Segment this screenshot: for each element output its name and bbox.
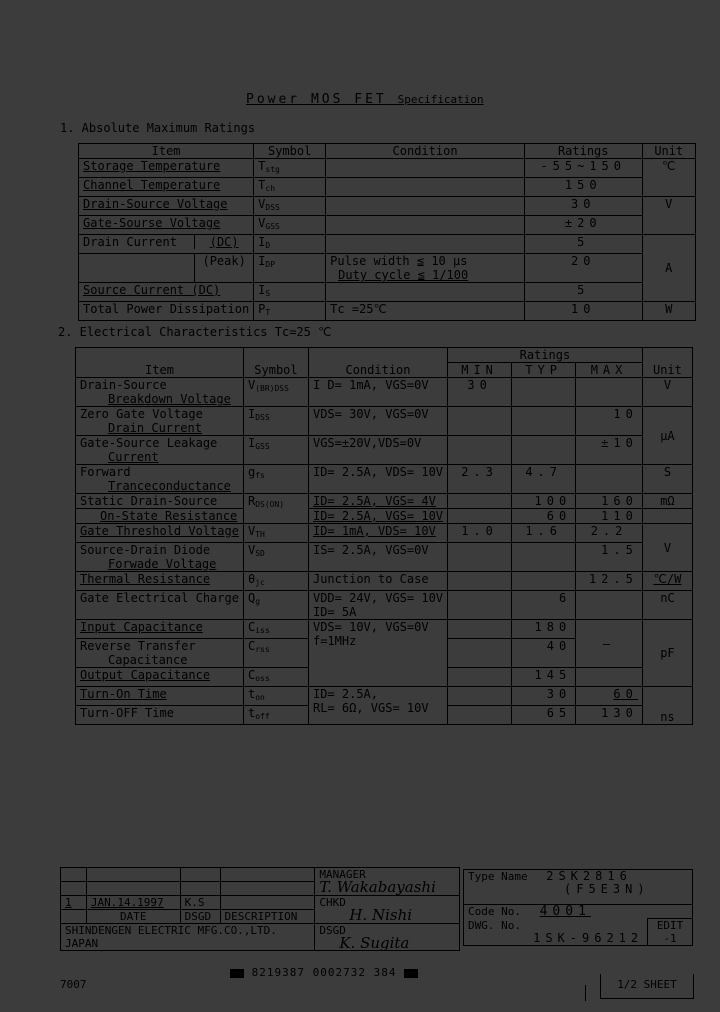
symbol: $V_{DSS}$ (254, 197, 326, 216)
typ (512, 572, 576, 591)
min (448, 543, 512, 572)
header-condition: Condition (308, 348, 447, 378)
max: 110 (576, 509, 643, 524)
item: Drain-Source Breakdown Voltage (76, 378, 244, 407)
typ (512, 436, 576, 465)
condition: ID= 2.5A, VGS= 10V (308, 509, 447, 524)
symbol: $C_{oss}$ (243, 668, 308, 687)
table-row (79, 283, 696, 302)
max: 60 (576, 687, 643, 706)
table-row (76, 572, 693, 591)
symbol: $V_{(BR)DSS}$ (243, 378, 308, 407)
min (448, 706, 512, 725)
unit: ℃ (642, 159, 695, 197)
symbol: $I_D$ (254, 235, 326, 254)
unit: A (642, 235, 695, 302)
rating: ±20 (524, 216, 642, 235)
unit: ℃/W (642, 572, 692, 591)
divider-mark (585, 985, 586, 1001)
min: 30 (448, 378, 512, 407)
unit (642, 509, 692, 524)
min (448, 591, 512, 620)
page-code: 7007 (60, 978, 87, 991)
header-unit: Unit (642, 348, 692, 378)
table-row (76, 591, 693, 620)
unit: V (642, 378, 692, 407)
condition (326, 235, 525, 254)
max: 2.2 (576, 524, 643, 543)
table-row (76, 687, 693, 706)
condition (326, 197, 525, 216)
barcode-block-icon (404, 969, 418, 978)
table-row (79, 178, 696, 197)
rev-dsgd: K.S (180, 896, 220, 910)
table-header (79, 144, 696, 159)
condition (326, 216, 525, 235)
item: Storage Temperature (79, 159, 254, 178)
condition: Tc =25℃ (326, 302, 525, 321)
max (576, 591, 643, 620)
rating: 10 (524, 302, 642, 321)
title-sub: Specification (397, 93, 484, 106)
revision-row (61, 896, 460, 910)
item: Source Current (DC) (79, 283, 254, 302)
typ: 145 (512, 668, 576, 687)
item: Static Drain-Source (76, 494, 244, 509)
symbol: $t_{on}$ (243, 687, 308, 706)
table-row (76, 407, 693, 436)
item: Turn-On Time (76, 687, 244, 706)
symbol: $V_{TH}$ (243, 524, 308, 543)
typ (512, 543, 576, 572)
company-cell: SHINDENGEN ELECTRIC MFG.CO.,LTD. JAPAN (61, 924, 315, 951)
symbol: $I_S$ (254, 283, 326, 302)
table-row (76, 509, 693, 524)
condition (326, 159, 525, 178)
condition: ID= 2.5A, RL= 6Ω, VGS= 10V (308, 687, 447, 725)
unit: mΩ (642, 494, 692, 509)
typ: 4.7 (512, 465, 576, 494)
typ: 60 (512, 509, 576, 524)
unit: W (642, 302, 695, 321)
condition: ID= 1mA, VDS= 10V (308, 524, 447, 543)
revision-block (60, 867, 460, 951)
unit: nC (642, 591, 692, 620)
max: 1.5 (576, 543, 643, 572)
header-ratings: Ratings (524, 144, 642, 159)
symbol: $I_{GSS}$ (243, 436, 308, 465)
rating: 30 (524, 197, 642, 216)
typ: 65 (512, 706, 576, 725)
max: 10 (576, 407, 643, 436)
table-row (79, 254, 696, 283)
unit: V (642, 524, 692, 572)
symbol: $\theta_{jc}$ (243, 572, 308, 591)
condition: IS= 2.5A, VGS=0V (308, 543, 447, 572)
typ (512, 407, 576, 436)
header-item: Item (76, 348, 244, 378)
min (448, 494, 512, 509)
header-max: MAX (576, 363, 643, 378)
section1-heading: 1. Absolute Maximum Ratings (60, 121, 256, 135)
unit: S (642, 465, 692, 494)
condition: VDS= 30V, VGS=0V (308, 407, 447, 436)
max (576, 378, 643, 407)
typ: 1.6 (512, 524, 576, 543)
max: ±10 (576, 436, 643, 465)
table-row (79, 216, 696, 235)
rev-number: 1 (61, 896, 87, 910)
code-cell: Code No. 4001 (464, 905, 693, 919)
header-item: Item (79, 144, 254, 159)
rating: 5 (524, 283, 642, 302)
condition: ID= 2.5A, VDS= 10V (308, 465, 447, 494)
barcode-strip (230, 966, 418, 979)
item: Forward Tranceconductance (76, 465, 244, 494)
max (576, 668, 643, 687)
typ: 100 (512, 494, 576, 509)
table-row (79, 302, 696, 321)
sheet-label: 1/2 SHEET (600, 974, 694, 999)
min (448, 407, 512, 436)
header-min: MIN (448, 363, 512, 378)
header-condition: Condition (326, 144, 525, 159)
item: Gate-Sourse Voltage (79, 216, 254, 235)
item: Channel Temperature (79, 178, 254, 197)
table-row (76, 465, 693, 494)
table-row (76, 494, 693, 509)
col-dsgd: DSGD (180, 910, 220, 924)
condition: I D= 1mA, VGS=0V (308, 378, 447, 407)
symbol: $T_{stg}$ (254, 159, 326, 178)
typ: 180 (512, 620, 576, 639)
document-title (246, 92, 484, 107)
condition (326, 178, 525, 197)
symbol: $Q_g$ (243, 591, 308, 620)
section2-heading: 2. Electrical Characteristics Tc=25 ℃ (58, 325, 332, 339)
symbol: $V_{GSS}$ (254, 216, 326, 235)
dsgd-cell: DSGD K. Sugita (315, 924, 460, 951)
max (576, 465, 643, 494)
max: 160 (576, 494, 643, 509)
max: 12.5 (576, 572, 643, 591)
item: Gate-Source Leakage Current (76, 436, 244, 465)
unit: pF (642, 620, 692, 687)
header-symbol: Symbol (243, 348, 308, 378)
condition: VDD= 24V, VGS= 10V ID= 5A (308, 591, 447, 620)
min (448, 687, 512, 706)
table-row (79, 159, 696, 178)
item: Total Power Dissipation (79, 302, 254, 321)
table-row (79, 197, 696, 216)
symbol: $V_{SD}$ (243, 543, 308, 572)
barcode-block-icon (230, 969, 244, 978)
rating: 5 (524, 235, 642, 254)
drawing-info-block (463, 869, 693, 946)
col-date: DATE (86, 910, 180, 924)
col-description: DESCRIPTION (220, 910, 315, 924)
unit: ns (642, 687, 692, 725)
item: Reverse Transfer Capacitance (76, 639, 244, 668)
symbol: $C_{iss}$ (243, 620, 308, 639)
min (448, 620, 512, 639)
manager-cell: MANAGER T. Wakabayashi (315, 868, 460, 896)
condition (326, 283, 525, 302)
symbol: $R_{DS(ON)}$ (243, 494, 308, 524)
symbol: $g_{fs}$ (243, 465, 308, 494)
min (448, 436, 512, 465)
item: (Peak) (79, 254, 254, 283)
header-ratings: Ratings (448, 348, 643, 363)
min (448, 639, 512, 668)
rev-date: JAN.14.1997 (86, 896, 180, 910)
symbol: $t_{off}$ (243, 706, 308, 725)
table-row (76, 543, 693, 572)
dwg-cell: DWG. No. 1SK-96212 (464, 919, 648, 946)
rating: 20 (524, 254, 642, 283)
item: Source-Drain Diode Forwade Voltage (76, 543, 244, 572)
min: 2.3 (448, 465, 512, 494)
unit: V (642, 197, 695, 235)
edit-cell: EDIT -1 (648, 919, 693, 946)
condition: VDS= 10V, VGS=0V f=1MHz (308, 620, 447, 687)
min (448, 668, 512, 687)
min: 1.0 (448, 524, 512, 543)
rating: 150 (524, 178, 642, 197)
item: Drain Current (DC) (79, 235, 254, 254)
barcode-text: 8219387 0002732 384 (251, 966, 397, 979)
table-row (79, 235, 696, 254)
symbol: $T_{ch}$ (254, 178, 326, 197)
type-name-cell: Type Name 2SK2816 (F5E3N) (464, 870, 693, 905)
item: Turn-OFF Time (76, 706, 244, 725)
item: Zero Gate Voltage Drain Current (76, 407, 244, 436)
unit: μA (642, 407, 692, 465)
table-row (76, 378, 693, 407)
item: Input Capacitance (76, 620, 244, 639)
condition: Junction to Case (308, 572, 447, 591)
item: Output Capacitance (76, 668, 244, 687)
symbol: $C_{rss}$ (243, 639, 308, 668)
header-symbol: Symbol (254, 144, 326, 159)
symbol: $I_{DP}$ (254, 254, 326, 283)
item: Thermal Resistance (76, 572, 244, 591)
absolute-max-ratings-table (78, 143, 696, 321)
header-unit: Unit (642, 144, 695, 159)
typ: 30 (512, 687, 576, 706)
chkd-cell: CHKD H. Nishi (315, 896, 460, 924)
item: On-State Resistance (76, 509, 244, 524)
item: Gate Threshold Voltage (76, 524, 244, 543)
table-row (76, 620, 693, 639)
item: Drain-Source Voltage (79, 197, 254, 216)
table-header (76, 348, 693, 363)
header-typ: TYP (512, 363, 576, 378)
symbol: $I_{DSS}$ (243, 407, 308, 436)
typ (512, 378, 576, 407)
min (448, 509, 512, 524)
typ: 6 (512, 591, 576, 620)
rating: -55~150 (524, 159, 642, 178)
item: Gate Electrical Charge (76, 591, 244, 620)
table-row (76, 524, 693, 543)
title-main: Power MOS FET (246, 92, 387, 107)
condition: ID= 2.5A, VGS= 4V (308, 494, 447, 509)
typ: 40 (512, 639, 576, 668)
condition: VGS=±20V,VDS=0V (308, 436, 447, 465)
min (448, 572, 512, 591)
max: — (576, 620, 643, 668)
table-row (76, 436, 693, 465)
max: 130 (576, 706, 643, 725)
electrical-characteristics-table (75, 347, 693, 725)
symbol: $P_T$ (254, 302, 326, 321)
condition: Pulse width ≦ 10 μs Duty cycle ≦ 1/100 (326, 254, 525, 283)
